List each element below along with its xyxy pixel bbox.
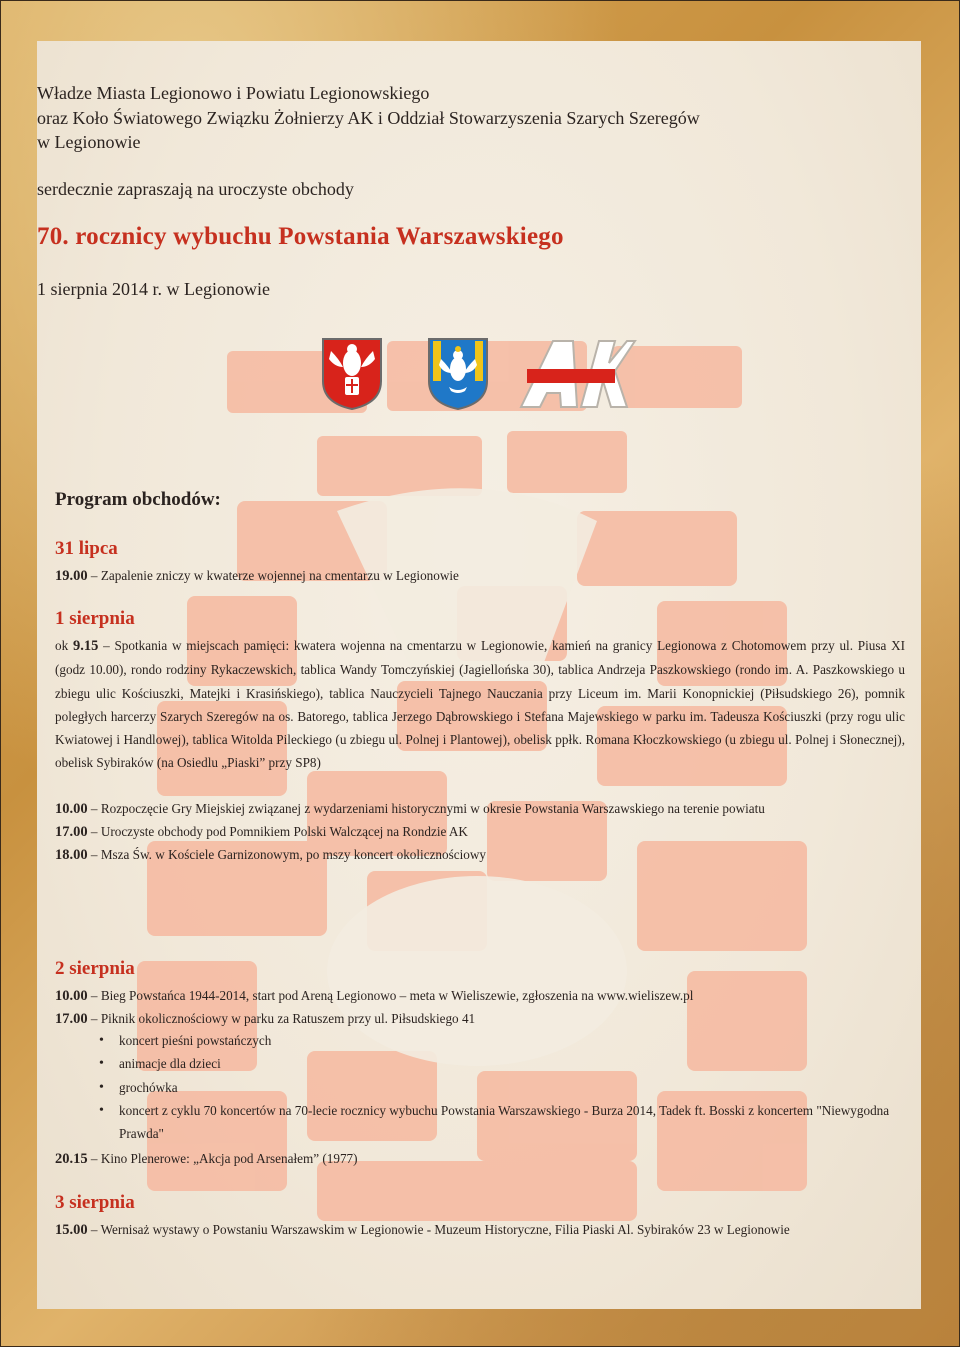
event-dash: – [103, 638, 110, 653]
event-dash: – [90, 824, 98, 839]
program-title: Program obchodów: [55, 489, 221, 510]
event-line [55, 1007, 905, 1031]
event-dash: – [90, 1011, 98, 1026]
event-dash: – [90, 1151, 98, 1166]
watermark-brick [507, 431, 627, 493]
day-heading-2-sierpnia: 2 sierpnia [55, 958, 135, 979]
event-time: 9.15 [72, 638, 99, 654]
event-line [55, 820, 905, 844]
event-time: 10.00 [55, 988, 88, 1004]
event-time: 17.00 [55, 824, 88, 840]
organizer-line-1: Władze Miasta Legionowo i Powiatu Legionowskiego [37, 83, 430, 103]
event-line [55, 1147, 905, 1171]
organizer-line-2: oraz Koło Światowego Związku Żołnierzy AK i Oddział Stowarzyszenia Szarych Szeregów [37, 108, 700, 128]
watermark-brick [317, 436, 482, 496]
event-line [55, 797, 905, 821]
list-item: • koncert z cyklu 70 koncertów na 70-lecie rocznicy wybuchu Powstania Warszawskiego - Burza 2014, Tadek ft. Bosski z koncertem "Niewygodna Prawda" [99, 1099, 899, 1146]
organizer-line-3: w Legionowie [37, 132, 141, 152]
event-dash: – [90, 1222, 98, 1237]
invitation-text: serdecznie zapraszają na uroczyste obchody [37, 179, 354, 199]
day-heading-31-lipca: 31 lipca [55, 538, 118, 559]
parchment-sheet [37, 41, 921, 1309]
event-line [55, 984, 905, 1008]
event-dash: – [90, 847, 98, 862]
list-item: • grochówka [99, 1076, 899, 1099]
day-heading-1-sierpnia: 1 sierpnia [55, 608, 135, 629]
day-heading-3-sierpnia: 3 sierpnia [55, 1192, 135, 1213]
event-line [55, 564, 905, 588]
event-title: 70. rocznicy wybuchu Powstania Warszawskiego [37, 223, 564, 250]
event-dash: – [90, 988, 98, 1003]
picnic-attractions-list [99, 1029, 899, 1145]
event-text: Msza Św. w Kościele Garnizonowym, po mszy koncert okolicznościowy [100, 847, 486, 862]
event-prefix: ok [55, 638, 69, 653]
list-item: • koncert pieśni powstańczych [99, 1029, 899, 1052]
event-text: Uroczyste obchody pod Pomnikiem Polski Walczącej na Rondzie AK [100, 824, 468, 839]
ak-logo-text: AK [577, 387, 579, 388]
event-text: Spotkania w miejscach pamięci: kwatera wojenna na cmentarzu w Legionowie, kamień na granicy Legionowa z Chotomowem przy ul. Piusa XI (godz 10.00), rondo rodziny Rykaczewskich, tablica Wandy Tomczyńskiej (Jagiellońska 30), tablica Andrzeja Paszkowskiego (rondo im. A. Paszkowskiego u zbiegu ulic Kościuszki, Matejki i Krasińskiego), tablica Nauczycieli Tajnego Nauczania przy Liceum im. Marii Konopnickiej (Piłsudskiego 26), pomnik poległych harcerzy Szarych Szeregów na os. Batorego, tablica Jerzego Dąbrowskiego i Stefana Majewskiego w parku im. Tadeusza Kościuszki (przy rogu ulic Kwiatowej i Handlowej), tablica Witolda Pileckiego (u zbiegu ul. Polnej i Plantowej), obelisk ppłk. Romana Kłoczkowskiego (u zbiegu ul. Polnej i Słonecznej), obelisk Sybiraków (na Osiedlu „Piaski” przy SP8) [55, 638, 906, 771]
event-text: Wernisaż wystawy o Powstaniu Warszawskim w Legionowie - Muzeum Historyczne, Filia Piaski Al. Sybiraków 23 w Legionowie [100, 1222, 790, 1237]
event-time: 15.00 [55, 1222, 88, 1238]
legionowo-county-crest-icon [427, 337, 489, 411]
event-time: 10.00 [55, 801, 88, 817]
event-paragraph-memorial-sites [55, 634, 905, 775]
event-time: 19.00 [55, 568, 88, 584]
ak-anchor-logo-icon [517, 337, 637, 411]
event-text: Rozpoczęcie Gry Miejskiej związanej z wydarzeniami historycznymi w okresie Powstania Warszawskiego na terenie powiatu [100, 801, 765, 816]
legionowo-city-crest-icon [321, 337, 383, 411]
event-text: Zapalenie zniczy w kwaterze wojennej na cmentarzu w Legionowie [100, 568, 459, 583]
event-dash: – [90, 801, 98, 816]
event-text: Bieg Powstańca 1944-2014, start pod Areną Legionowo – meta w Wieliszewie, zgłoszenia na www.wieliszew.pl [100, 988, 694, 1003]
event-date: 1 sierpnia 2014 r. w Legionowie [37, 279, 270, 299]
list-item: • animacje dla dzieci [99, 1052, 899, 1075]
event-time: 17.00 [55, 1011, 88, 1027]
event-dash: – [90, 568, 98, 583]
event-time: 18.00 [55, 847, 88, 863]
event-text: Kino Plenerowe: „Akcja pod Arsenałem” (1977) [100, 1151, 358, 1166]
event-time: 20.15 [55, 1151, 88, 1167]
event-text: Piknik okolicznościowy w parku za Ratuszem przy ul. Piłsudskiego 41 [100, 1011, 476, 1026]
event-line [55, 1218, 905, 1242]
event-line [55, 843, 905, 867]
